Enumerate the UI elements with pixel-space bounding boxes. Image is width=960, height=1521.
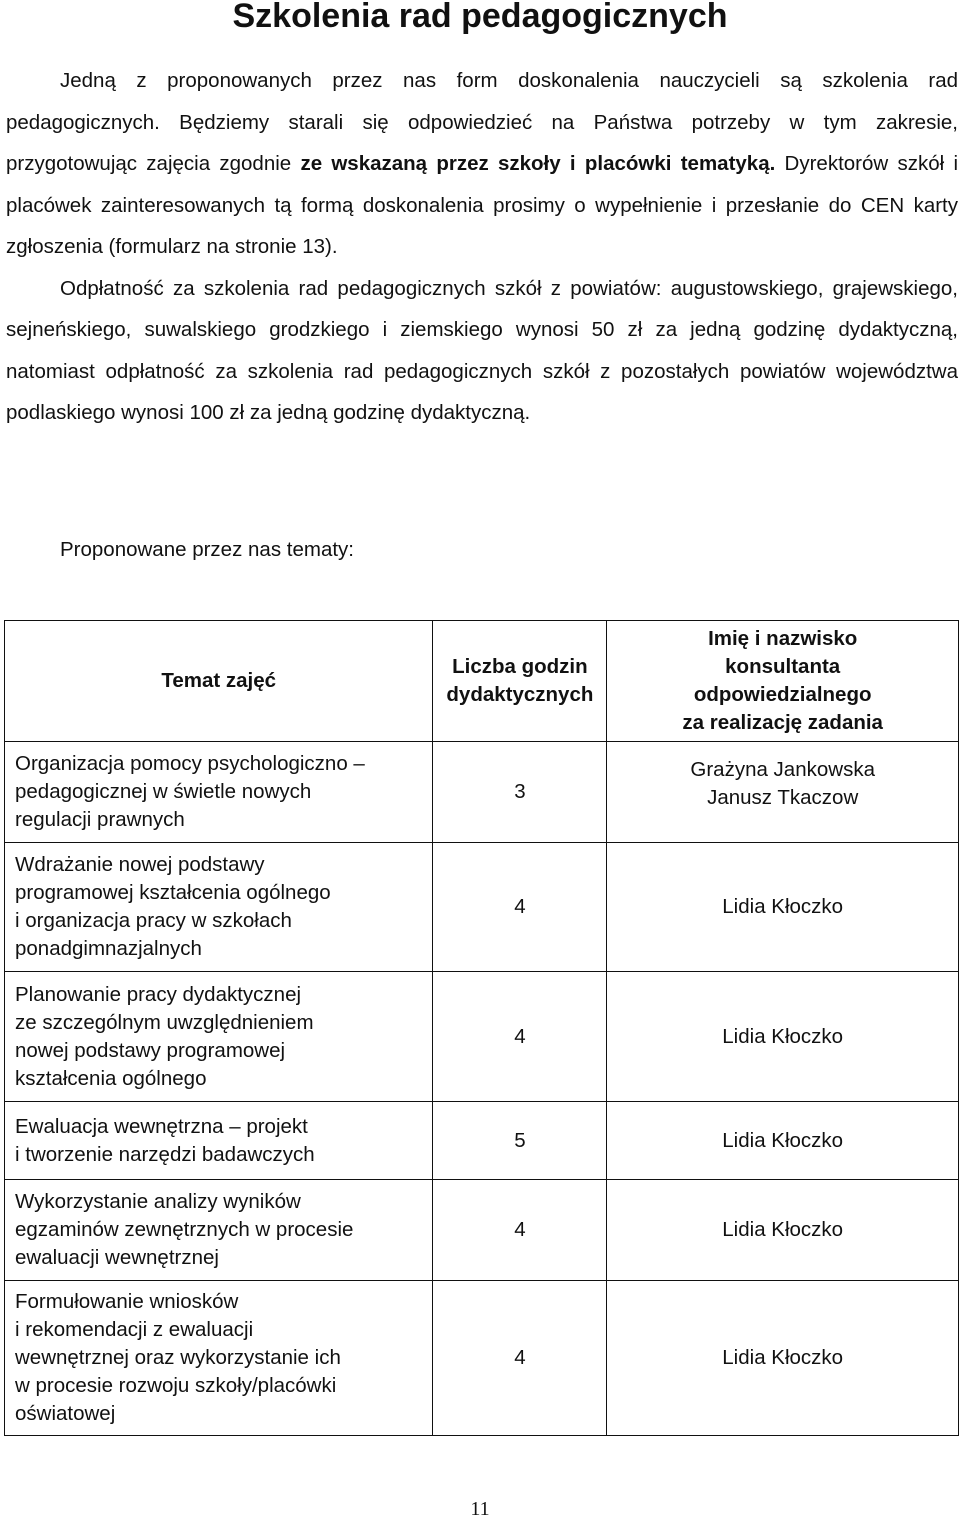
header-topic: Temat zajęć bbox=[5, 621, 433, 742]
consultant-line: Grażyna Jankowska bbox=[690, 758, 875, 781]
intro-text bbox=[6, 60, 958, 434]
intro-paragraph-1 bbox=[6, 60, 958, 268]
header-consultant-line: za realizację zadania bbox=[682, 711, 883, 734]
intro-paragraph-1-part-a: Jedną z proponowanych przez nas form doskonalenia nauczycieli są szkolenia rad pedagogicznych. Będziemy starali się odpowiedzieć na Państwa potrzeby w tym zakresie, przygotowując zajęcia zgodnie bbox=[6, 69, 958, 175]
topic-cell bbox=[5, 972, 433, 1102]
header-consultant-line: konsultanta bbox=[725, 655, 841, 678]
header-hours-line: dydaktycznych bbox=[446, 683, 594, 706]
topic-line: Wdrażanie nowej podstawy bbox=[15, 853, 265, 876]
header-consultant-line: Imię i nazwisko bbox=[708, 627, 858, 650]
table-row bbox=[5, 1180, 959, 1281]
hours-cell: 4 bbox=[433, 1281, 607, 1436]
topic-line: kształcenia ogólnego bbox=[15, 1066, 207, 1090]
topics-label: Proponowane przez nas tematy: bbox=[60, 538, 354, 561]
table-row bbox=[5, 742, 959, 843]
topic-line: ze szczególnym uwzględnieniem bbox=[15, 1010, 314, 1034]
table-row bbox=[5, 1281, 959, 1436]
intro-paragraph-1-part-b: Dyrektorów szkół i placówek zainteresowanych tą formą doskonalenia prosimy o wypełnienie i przesłanie do CEN karty zgłoszenia (formularz na stronie 13). bbox=[6, 152, 958, 258]
hours-cell: 3 bbox=[433, 742, 607, 843]
topic-line: Wykorzystanie analizy wyników bbox=[15, 1190, 301, 1213]
page-title: Szkolenia rad pedagogicznych bbox=[232, 0, 728, 35]
topic-line: pedagogicznej w świetle nowych bbox=[15, 780, 312, 803]
table-row bbox=[5, 843, 959, 972]
hours-cell: 4 bbox=[433, 843, 607, 972]
topic-line: programowej kształcenia ogólnego bbox=[15, 881, 331, 904]
topic-line: Organizacja pomocy psychologiczno – bbox=[15, 752, 365, 775]
topic-cell bbox=[5, 1102, 433, 1180]
topic-line: regulacji prawnych bbox=[15, 808, 185, 831]
topic-line: i organizacja pracy w szkołach bbox=[15, 909, 292, 932]
topic-line: Planowanie pracy dydaktycznej bbox=[15, 982, 302, 1006]
page-number: 11 bbox=[470, 1498, 490, 1520]
topic-line: nowej podstawy programowej bbox=[15, 1038, 286, 1062]
consultant-cell bbox=[607, 1180, 959, 1281]
topic-line: i tworzenie narzędzi badawczych bbox=[15, 1142, 315, 1166]
table-header-row bbox=[5, 621, 959, 742]
topic-line: ponadgimnazjalnych bbox=[15, 937, 202, 960]
consultant-cell bbox=[607, 1281, 959, 1436]
topic-line: w procesie rozwoju szkoły/placówki bbox=[15, 1374, 337, 1397]
topic-cell bbox=[5, 1180, 433, 1281]
intro-paragraph-1-emphasis: ze wskazaną przez szkoły i placówki tematyką. bbox=[300, 152, 776, 175]
consultant-line: Lidia Kłoczko bbox=[722, 895, 844, 918]
hours-cell: 4 bbox=[433, 972, 607, 1102]
topic-line: egzaminów zewnętrznych w procesie bbox=[15, 1218, 354, 1241]
topic-line: ewaluacji wewnętrznej bbox=[15, 1246, 219, 1269]
header-consultant bbox=[607, 621, 959, 742]
topics-table bbox=[4, 620, 959, 1436]
header-consultant-line: odpowiedzialnego bbox=[693, 683, 872, 706]
header-hours bbox=[433, 621, 607, 742]
intro-paragraph-2: Odpłatność za szkolenia rad pedagogicznych szkół z powiatów: augustowskiego, grajewskiego, sejneńskiego, suwalskiego grodzkiego i ziemskiego wynosi 50 zł za jedną godzinę dydaktyczną, natomiast odpłatność za szkolenia rad pedagogicznych szkół z pozostałych powiatów województwa podlaskiego wynosi 100 zł za jedną godzinę dydaktyczną. bbox=[6, 276, 958, 424]
consultant-cell bbox=[607, 742, 959, 843]
consultant-line: Lidia Kłoczko bbox=[722, 1346, 844, 1369]
topic-line: i rekomendacji z ewaluacji bbox=[15, 1318, 254, 1341]
table-row bbox=[5, 972, 959, 1102]
topic-line: wewnętrznej oraz wykorzystanie ich bbox=[15, 1346, 341, 1369]
topic-cell bbox=[5, 742, 433, 843]
topic-cell bbox=[5, 1281, 433, 1436]
consultant-line: Janusz Tkaczow bbox=[707, 786, 859, 809]
topic-cell bbox=[5, 843, 433, 972]
consultant-line: Lidia Kłoczko bbox=[722, 1024, 844, 1048]
hours-cell: 5 bbox=[433, 1102, 607, 1180]
table-row bbox=[5, 1102, 959, 1180]
hours-cell: 4 bbox=[433, 1180, 607, 1281]
consultant-line: Lidia Kłoczko bbox=[722, 1128, 844, 1152]
consultant-line: Lidia Kłoczko bbox=[722, 1218, 844, 1241]
topic-line: Formułowanie wniosków bbox=[15, 1290, 239, 1313]
header-hours-line: Liczba godzin bbox=[452, 655, 588, 678]
topic-line: oświatowej bbox=[15, 1402, 116, 1425]
consultant-cell bbox=[607, 843, 959, 972]
consultant-cell bbox=[607, 1102, 959, 1180]
consultant-cell bbox=[607, 972, 959, 1102]
topic-line: Ewaluacja wewnętrzna – projekt bbox=[15, 1114, 308, 1138]
